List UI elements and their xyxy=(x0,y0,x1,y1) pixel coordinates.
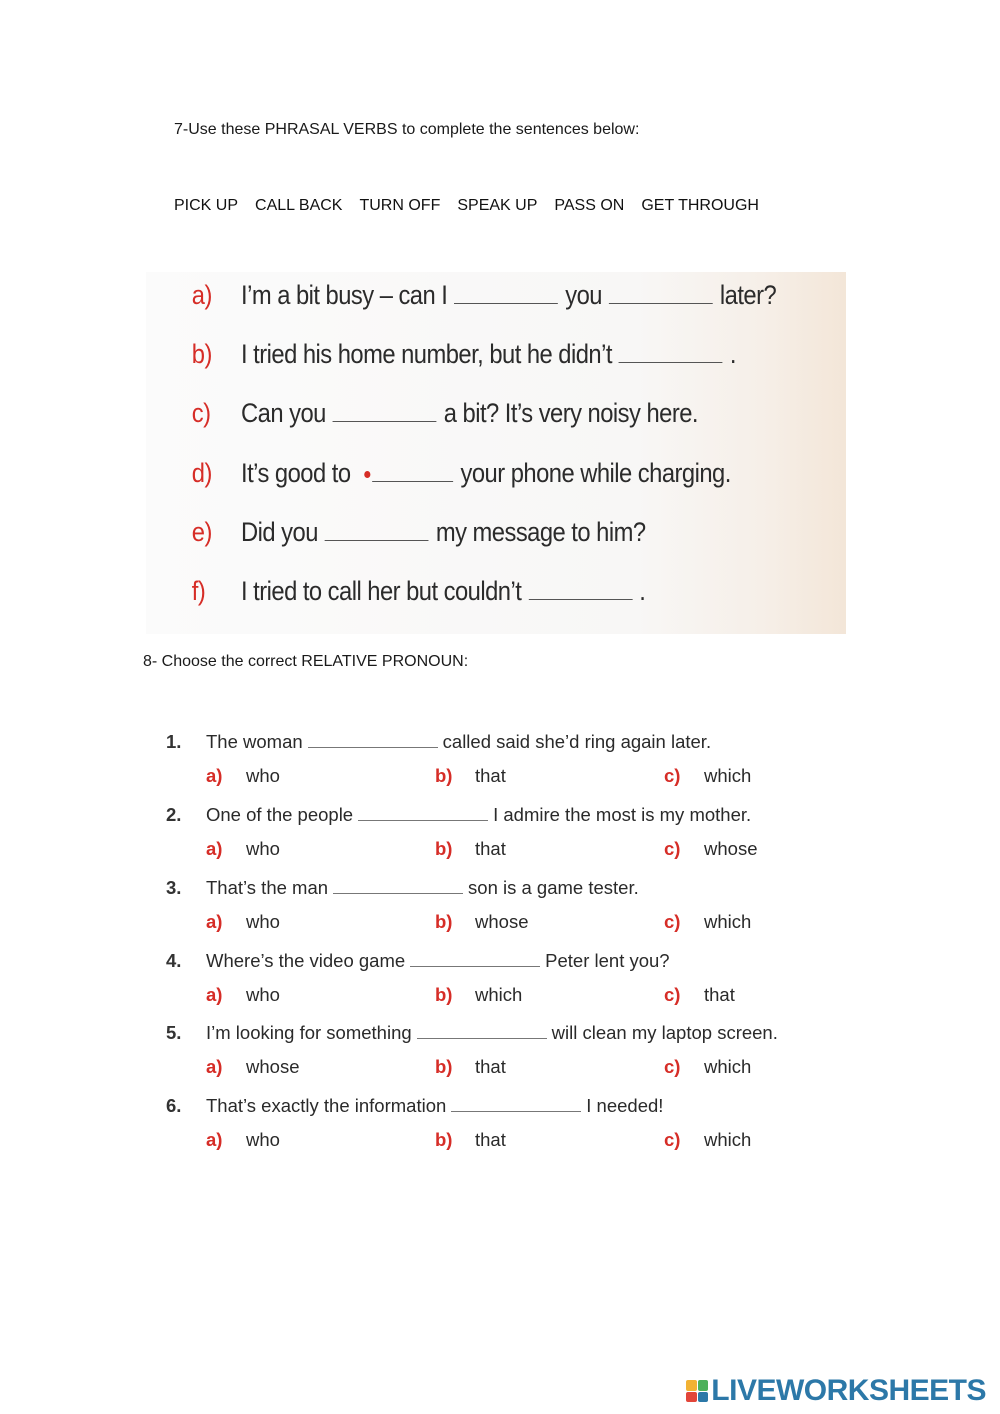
logo-text: LIVEWORKSHEETS xyxy=(711,1374,986,1407)
question-number: 4. xyxy=(166,950,182,971)
option-b[interactable] xyxy=(435,984,522,1006)
exercise7-item-a xyxy=(146,280,776,320)
option-text: that xyxy=(475,1056,506,1077)
option-letter: a) xyxy=(206,838,223,859)
question-4 xyxy=(166,950,670,972)
item-text: later? xyxy=(719,280,777,310)
option-letter: b) xyxy=(435,984,453,1005)
answer-blank[interactable] xyxy=(373,480,454,482)
option-text: who xyxy=(246,984,280,1005)
option-letter: a) xyxy=(206,1129,223,1150)
item-text: Can you xyxy=(241,398,326,428)
item-text: you xyxy=(565,280,602,310)
option-text: that xyxy=(475,765,506,786)
question-2 xyxy=(166,804,751,826)
item-text: . xyxy=(639,576,646,606)
answer-blank[interactable] xyxy=(410,965,540,967)
answer-blank[interactable] xyxy=(417,1037,547,1039)
answer-blank[interactable] xyxy=(609,302,713,304)
exercise7-item-d xyxy=(146,458,731,498)
section8-instruction: 8- Choose the correct RELATIVE PRONOUN: xyxy=(143,653,469,670)
option-letter: c) xyxy=(664,1129,681,1150)
question-text: Peter lent you? xyxy=(545,950,670,971)
exercise7-item-c xyxy=(146,398,698,438)
option-a[interactable] xyxy=(206,984,280,1006)
phrasal-verbs-exercise xyxy=(146,272,846,634)
question-number: 2. xyxy=(166,804,182,825)
verb-pass-on: PASS ON xyxy=(554,197,625,214)
question-text: I needed! xyxy=(586,1095,664,1116)
verb-speak-up: SPEAK UP xyxy=(457,197,538,214)
item-label: d) xyxy=(191,458,212,488)
item-label: a) xyxy=(191,280,212,310)
option-text: that xyxy=(704,984,735,1005)
question-text: I’m looking for something xyxy=(206,1022,412,1043)
option-letter: b) xyxy=(435,1129,453,1150)
option-letter: a) xyxy=(206,765,223,786)
option-letter: c) xyxy=(664,911,681,932)
verb-get-through: GET THROUGH xyxy=(641,197,759,214)
verb-pick-up: PICK UP xyxy=(174,197,239,214)
option-text: that xyxy=(475,1129,506,1150)
answer-blank[interactable] xyxy=(619,361,723,363)
question-number: 3. xyxy=(166,877,182,898)
option-letter: c) xyxy=(664,838,681,859)
question-text: One of the people xyxy=(206,804,354,825)
question-3 xyxy=(166,877,639,899)
option-text: whose xyxy=(246,1056,300,1077)
answer-blank[interactable] xyxy=(454,302,558,304)
option-b[interactable] xyxy=(435,765,506,787)
option-text: which xyxy=(704,1056,752,1077)
option-a[interactable] xyxy=(206,765,280,787)
question-number: 5. xyxy=(166,1022,182,1043)
option-text: which xyxy=(475,984,523,1005)
item-text: It’s good to xyxy=(241,458,351,488)
option-text: whose xyxy=(475,911,529,932)
verb-turn-off: TURN OFF xyxy=(359,197,441,214)
option-letter: b) xyxy=(435,1056,453,1077)
item-text: a bit? It’s very noisy here. xyxy=(443,398,698,428)
option-a[interactable] xyxy=(206,838,280,860)
option-letter: a) xyxy=(206,1056,223,1077)
option-a[interactable] xyxy=(206,911,280,933)
option-letter: b) xyxy=(435,911,453,932)
answer-blank[interactable] xyxy=(528,598,632,600)
option-letter: c) xyxy=(664,1056,681,1077)
option-a[interactable] xyxy=(206,1056,299,1078)
question-text: I admire the most is my mother. xyxy=(493,804,752,825)
option-text: which xyxy=(704,1129,752,1150)
answer-blank[interactable] xyxy=(333,892,463,894)
exercise7-item-b xyxy=(146,339,736,379)
answer-blank[interactable] xyxy=(358,819,488,821)
item-text: I tried his home number, but he didn’t xyxy=(241,339,612,369)
option-text: which xyxy=(704,911,752,932)
option-text: who xyxy=(246,911,280,932)
question-text: will clean my laptop screen. xyxy=(551,1022,778,1043)
option-b[interactable] xyxy=(435,1056,506,1078)
red-dot-mark xyxy=(365,471,371,478)
item-text: your phone while charging. xyxy=(460,458,731,488)
option-c[interactable] xyxy=(664,1129,751,1151)
item-text: I tried to call her but couldn’t xyxy=(241,576,522,606)
option-text: that xyxy=(475,838,506,859)
option-letter: c) xyxy=(664,765,681,786)
option-letter: c) xyxy=(664,984,681,1005)
item-label: e) xyxy=(191,517,212,547)
phrasal-verbs-list xyxy=(174,197,759,215)
item-text: I’m a bit busy – can I xyxy=(241,280,448,310)
option-letter: a) xyxy=(206,984,223,1005)
question-text: son is a game tester. xyxy=(468,877,639,898)
question-text: That’s the man xyxy=(206,877,329,898)
option-a[interactable] xyxy=(206,1129,280,1151)
option-b[interactable] xyxy=(435,911,528,933)
option-b[interactable] xyxy=(435,838,506,860)
option-letter: b) xyxy=(435,765,453,786)
question-number: 6. xyxy=(166,1095,182,1116)
item-text: my message to him? xyxy=(435,517,646,547)
question-6 xyxy=(166,1095,663,1117)
option-c[interactable] xyxy=(664,911,751,933)
answer-blank[interactable] xyxy=(325,539,429,541)
verb-call-back: CALL BACK xyxy=(255,197,343,214)
liveworksheets-logo xyxy=(686,1374,986,1408)
option-c[interactable] xyxy=(664,765,751,787)
option-letter: b) xyxy=(435,838,453,859)
option-text: whose xyxy=(704,838,758,859)
option-text: who xyxy=(246,765,280,786)
question-text: Where’s the video game xyxy=(206,950,406,971)
answer-blank[interactable] xyxy=(333,420,437,422)
option-text: who xyxy=(246,838,280,859)
option-c[interactable] xyxy=(664,1056,751,1078)
option-text: which xyxy=(704,765,752,786)
option-c[interactable] xyxy=(664,984,735,1006)
answer-blank[interactable] xyxy=(308,746,438,748)
option-c[interactable] xyxy=(664,838,757,860)
option-letter: a) xyxy=(206,911,223,932)
option-text: who xyxy=(246,1129,280,1150)
question-text: The woman xyxy=(206,731,303,752)
question-text: That’s exactly the information xyxy=(206,1095,447,1116)
logo-mark-icon xyxy=(686,1380,708,1402)
item-text: Did you xyxy=(241,517,318,547)
item-text: . xyxy=(729,339,736,369)
exercise7-item-f xyxy=(146,576,645,616)
question-1 xyxy=(166,731,711,753)
item-label: b) xyxy=(191,339,212,369)
question-5 xyxy=(166,1022,778,1044)
question-text: called said she’d ring again later. xyxy=(442,731,712,752)
answer-blank[interactable] xyxy=(451,1110,581,1112)
question-number: 1. xyxy=(166,731,182,752)
item-label: f) xyxy=(191,576,206,606)
option-b[interactable] xyxy=(435,1129,506,1151)
item-label: c) xyxy=(191,398,211,428)
section7-instruction: 7-Use these PHRASAL VERBS to complete the sentences below: xyxy=(174,121,640,138)
exercise7-item-e xyxy=(146,517,646,557)
